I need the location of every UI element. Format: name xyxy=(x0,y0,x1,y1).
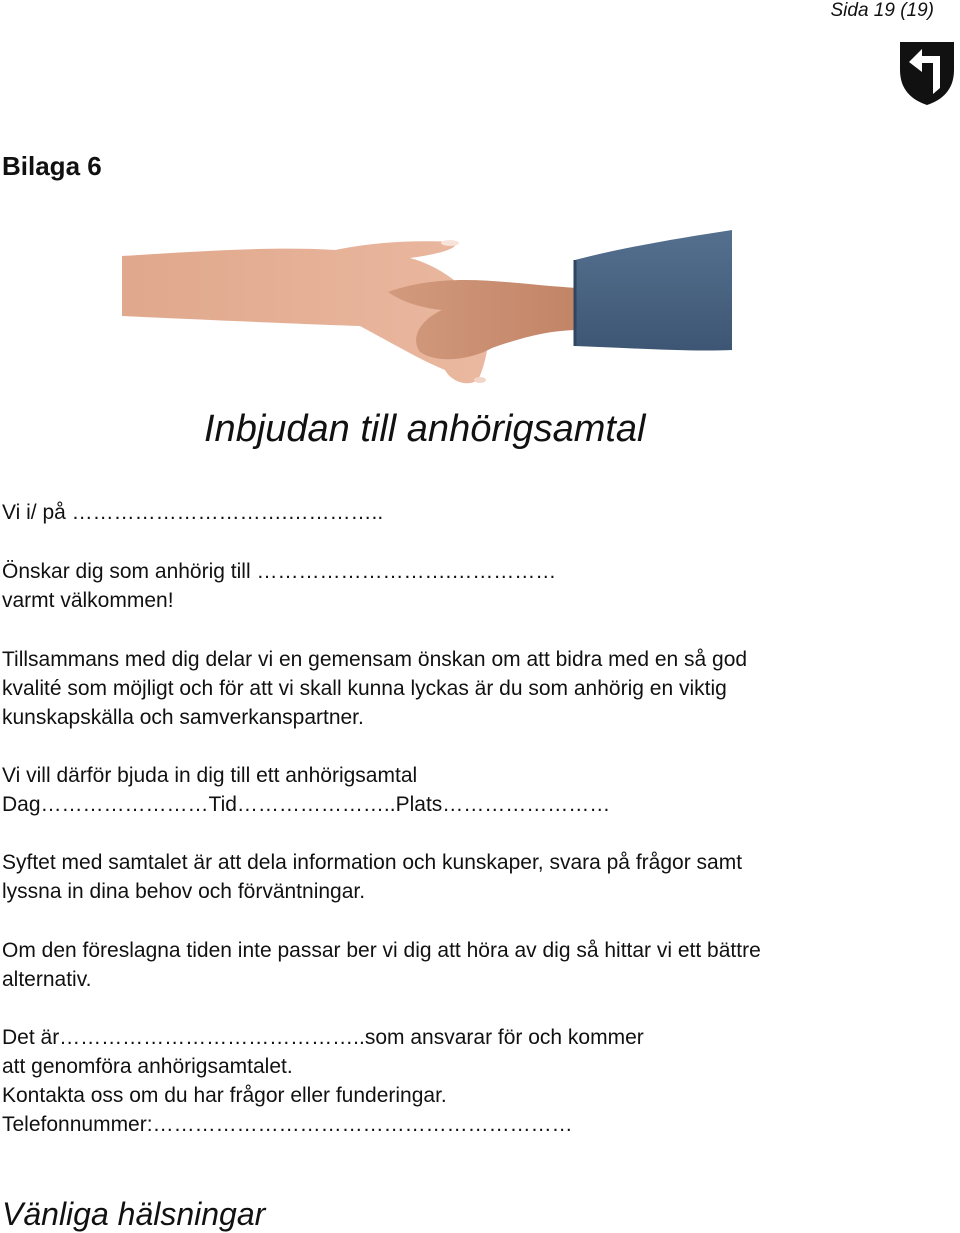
wish-line-2: varmt välkommen! xyxy=(2,589,174,612)
handshake-photo xyxy=(120,230,735,390)
wish-line-1: Önskar dig som anhörig till ……………………….…………… xyxy=(2,560,557,583)
contact-line: Kontakta oss om du har frågor eller funderingar. xyxy=(2,1084,447,1107)
responsible-line-2: att genomföra anhörigsamtalet. xyxy=(2,1055,293,1078)
page-number: Sida 19 (19) xyxy=(830,0,934,21)
paragraph-1-line-1: Tillsammans med dig delar vi en gemensam önskan om att bidra med en så god xyxy=(2,648,748,671)
signoff: Vänliga hälsningar xyxy=(2,1196,266,1232)
paragraph-2-line-1: Syftet med samtalet är att dela information och kunskaper, svara på frågor samt xyxy=(2,851,743,874)
municipal-crest-icon xyxy=(898,40,956,106)
appendix-heading: Bilaga 6 xyxy=(2,151,102,181)
invitation-title: Inbjudan till anhörigsamtal xyxy=(204,408,646,450)
paragraph-1-line-2: kvalité som möjligt och för att vi skall kunna lyckas är du som anhörig en viktig xyxy=(2,677,727,700)
paragraph-2-line-2: lyssna in dina behov och förväntningar. xyxy=(2,880,366,903)
details-line: Dag……………………Tid…………………..Plats…………………… xyxy=(2,793,611,816)
from-line: Vi i/ på ………………………….………….. xyxy=(2,501,384,524)
paragraph-3-line-1: Om den föreslagna tiden inte passar ber vi dig att höra av dig så hittar vi ett bättre xyxy=(2,939,761,962)
phone-line: Telefonnummer:…………………………………………………… xyxy=(2,1113,573,1136)
responsible-line-1: Det är……………………………………..som ansvarar för och kommer xyxy=(2,1026,644,1049)
invite-line: Vi vill därför bjuda in dig till ett anhörigsamtal xyxy=(2,764,418,787)
paragraph-3-line-2: alternativ. xyxy=(2,968,92,991)
paragraph-1-line-3: kunskapskälla och samverkanspartner. xyxy=(2,706,364,729)
